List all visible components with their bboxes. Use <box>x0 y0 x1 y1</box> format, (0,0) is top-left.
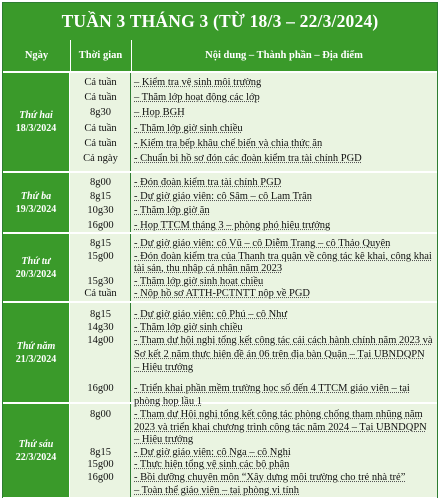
entry-content-line: - Dự giờ giáo viên: cô Phú – cô Như <box>134 309 288 320</box>
day-cell <box>3 303 70 402</box>
entry-content-line: – Hiệu trưởng <box>134 434 194 446</box>
entry-time: 8g00 <box>90 409 111 420</box>
entry-time: 8g15 <box>90 446 111 458</box>
entry-content-line: - Dự giờ giáo viên: cô Vũ – cô Diễm Trang – cô Thảo Quyên <box>134 238 391 249</box>
entry-time: Cả tuần <box>84 77 117 88</box>
day-cell <box>3 173 70 232</box>
entry-time: 15g30 <box>87 275 114 287</box>
time-column <box>70 73 131 171</box>
day-row <box>3 303 437 408</box>
day-row <box>3 73 437 173</box>
entry-content-line: - Nộp hồ sơ ATTH-PCTNTT nộp về PGD <box>134 288 310 300</box>
day-date: 18/3/2024 <box>15 123 57 134</box>
entry-content-line: Sơ kết 2 năm thực hiện đề án 06 trên địa bàn Quận – Tại UBNDQPN <box>134 348 425 360</box>
entry-content-line: - Thăm lớp giờ ăn <box>134 205 210 217</box>
day-name: Thứ hai <box>19 110 53 121</box>
day-name: Thứ tư <box>21 255 51 267</box>
day-date: 19/3/2024 <box>15 203 57 215</box>
header-content: Nội dung – Thành phần – Địa điểm <box>205 50 363 61</box>
entry-time: 15g00 <box>87 459 114 471</box>
entry-time: Cả tuần <box>84 122 117 134</box>
content-column <box>131 234 437 301</box>
entry-content-line: – Toàn thể giáo viên – tại phòng vi tính <box>134 484 300 496</box>
header-day: Ngày <box>3 40 71 71</box>
day-date: 22/3/2024 <box>15 451 57 463</box>
entry-content-line: - Triển khai phần mềm trường học số đến 4 TTCM giáo viên – tại <box>134 383 410 394</box>
entry-time: 8g15 <box>90 309 111 320</box>
schedule-table <box>2 2 438 498</box>
day-name: Thứ ba <box>20 190 52 202</box>
entry-content-line: - Bồi dưỡng chuyên môn “Xây dựng môi trường cho trẻ nhà trẻ” <box>134 472 406 483</box>
entry-content-line: - Đón đoàn kiểm tra của Thanh tra quận về công tác kê khai, công khai <box>134 250 432 262</box>
day-row <box>3 404 437 499</box>
day-cell <box>3 73 70 171</box>
time-column <box>70 234 131 301</box>
entry-content-line: - Tham dự hội nghị tổng kết công tác cải cách hành chính năm 2023 và <box>134 335 433 347</box>
time-column <box>70 173 131 232</box>
content-column <box>131 73 437 171</box>
day-name: Thứ sáu <box>18 438 54 450</box>
content-column <box>131 404 437 497</box>
entry-time: 8g00 <box>90 177 111 188</box>
day-date: 20/3/2024 <box>15 268 57 280</box>
entry-time: Cả tuần <box>84 92 117 104</box>
entry-content-line: tài sản, thu nhập cá nhân năm 2023 <box>134 263 283 275</box>
content-column <box>131 303 437 408</box>
entry-content-line: - Thăm lớp giờ sinh chiều <box>134 322 243 334</box>
entry-time: 15g00 <box>87 250 114 262</box>
entry-time: 10g30 <box>87 205 114 217</box>
time-column <box>70 404 131 497</box>
day-row <box>3 173 437 234</box>
entry-content-line: – Kiểm tra vệ sinh môi trường <box>134 77 262 88</box>
entry-time: Cả tuần <box>84 288 117 300</box>
entry-content-line: – Thăm lớp hoạt động các lớp <box>134 92 260 104</box>
entry-time: Cả tuần <box>84 137 117 149</box>
entry-time: 8g30 <box>90 107 111 119</box>
entry-content-line: phòng họp lầu 1 <box>134 396 202 408</box>
entry-content-line: - Thăm lớp giờ sinh hoạt chiều <box>134 275 264 287</box>
content-column <box>131 173 437 232</box>
entry-content-line: - Tham dự Hội nghị tổng kết công tác phòng chống tham nhũng năm <box>134 409 423 420</box>
entry-content-line: - Thực hiện tổng vệ sinh các bộ phận <box>134 459 290 471</box>
entry-content-line: – Hiệu trưởng <box>134 361 194 373</box>
entry-content-line: - Chuẩn bị hồ sơ đón các đoàn kiểm tra tài chính PGD <box>134 153 362 164</box>
day-row <box>3 234 437 303</box>
entry-time: 8g15 <box>90 238 111 249</box>
header-time: Thời gian <box>70 40 132 71</box>
day-date: 21/3/2024 <box>15 353 57 365</box>
entry-content-line: - Dự giờ giáo viên: cô Sâm – cô Lam Trân <box>134 191 313 203</box>
entry-time: 16g00 <box>87 472 114 483</box>
entry-content-line: - Dự giờ giáo viên: cô Nga – cô Nghi <box>134 446 291 458</box>
entry-time: 14g30 <box>87 322 114 334</box>
schedule-title: TUẦN 3 THÁNG 3 (TỪ 18/3 – 22/3/2024) <box>3 3 437 41</box>
entry-time: 8g15 <box>90 191 111 203</box>
entry-content-line: - Đón đoàn kiểm tra tài chính PGD <box>134 177 282 188</box>
entry-content-line: - Kiểm tra bếp khâu chế biến và chia thức ăn <box>134 137 323 149</box>
entry-time: 14g00 <box>87 335 114 347</box>
day-name: Thứ năm <box>16 340 56 352</box>
entry-time: 16g00 <box>87 219 114 231</box>
entry-time: Cả ngày <box>83 153 118 164</box>
entry-content-line: - Thăm lớp giờ sinh chiều <box>134 122 243 134</box>
entry-time: 16g00 <box>87 383 114 394</box>
day-cell <box>3 404 70 497</box>
time-column <box>70 303 131 402</box>
entry-content-line: 2023 và triển khai chương trình công tác năm 2024 – Tại UBNDQPN <box>134 421 427 433</box>
entry-content-line: - Họp TTCM tháng 3 – phòng phó hiệu trưởng <box>134 219 331 231</box>
day-cell <box>3 234 70 301</box>
entry-content-line: – Họp BGH <box>134 107 185 119</box>
table-header <box>3 40 437 73</box>
